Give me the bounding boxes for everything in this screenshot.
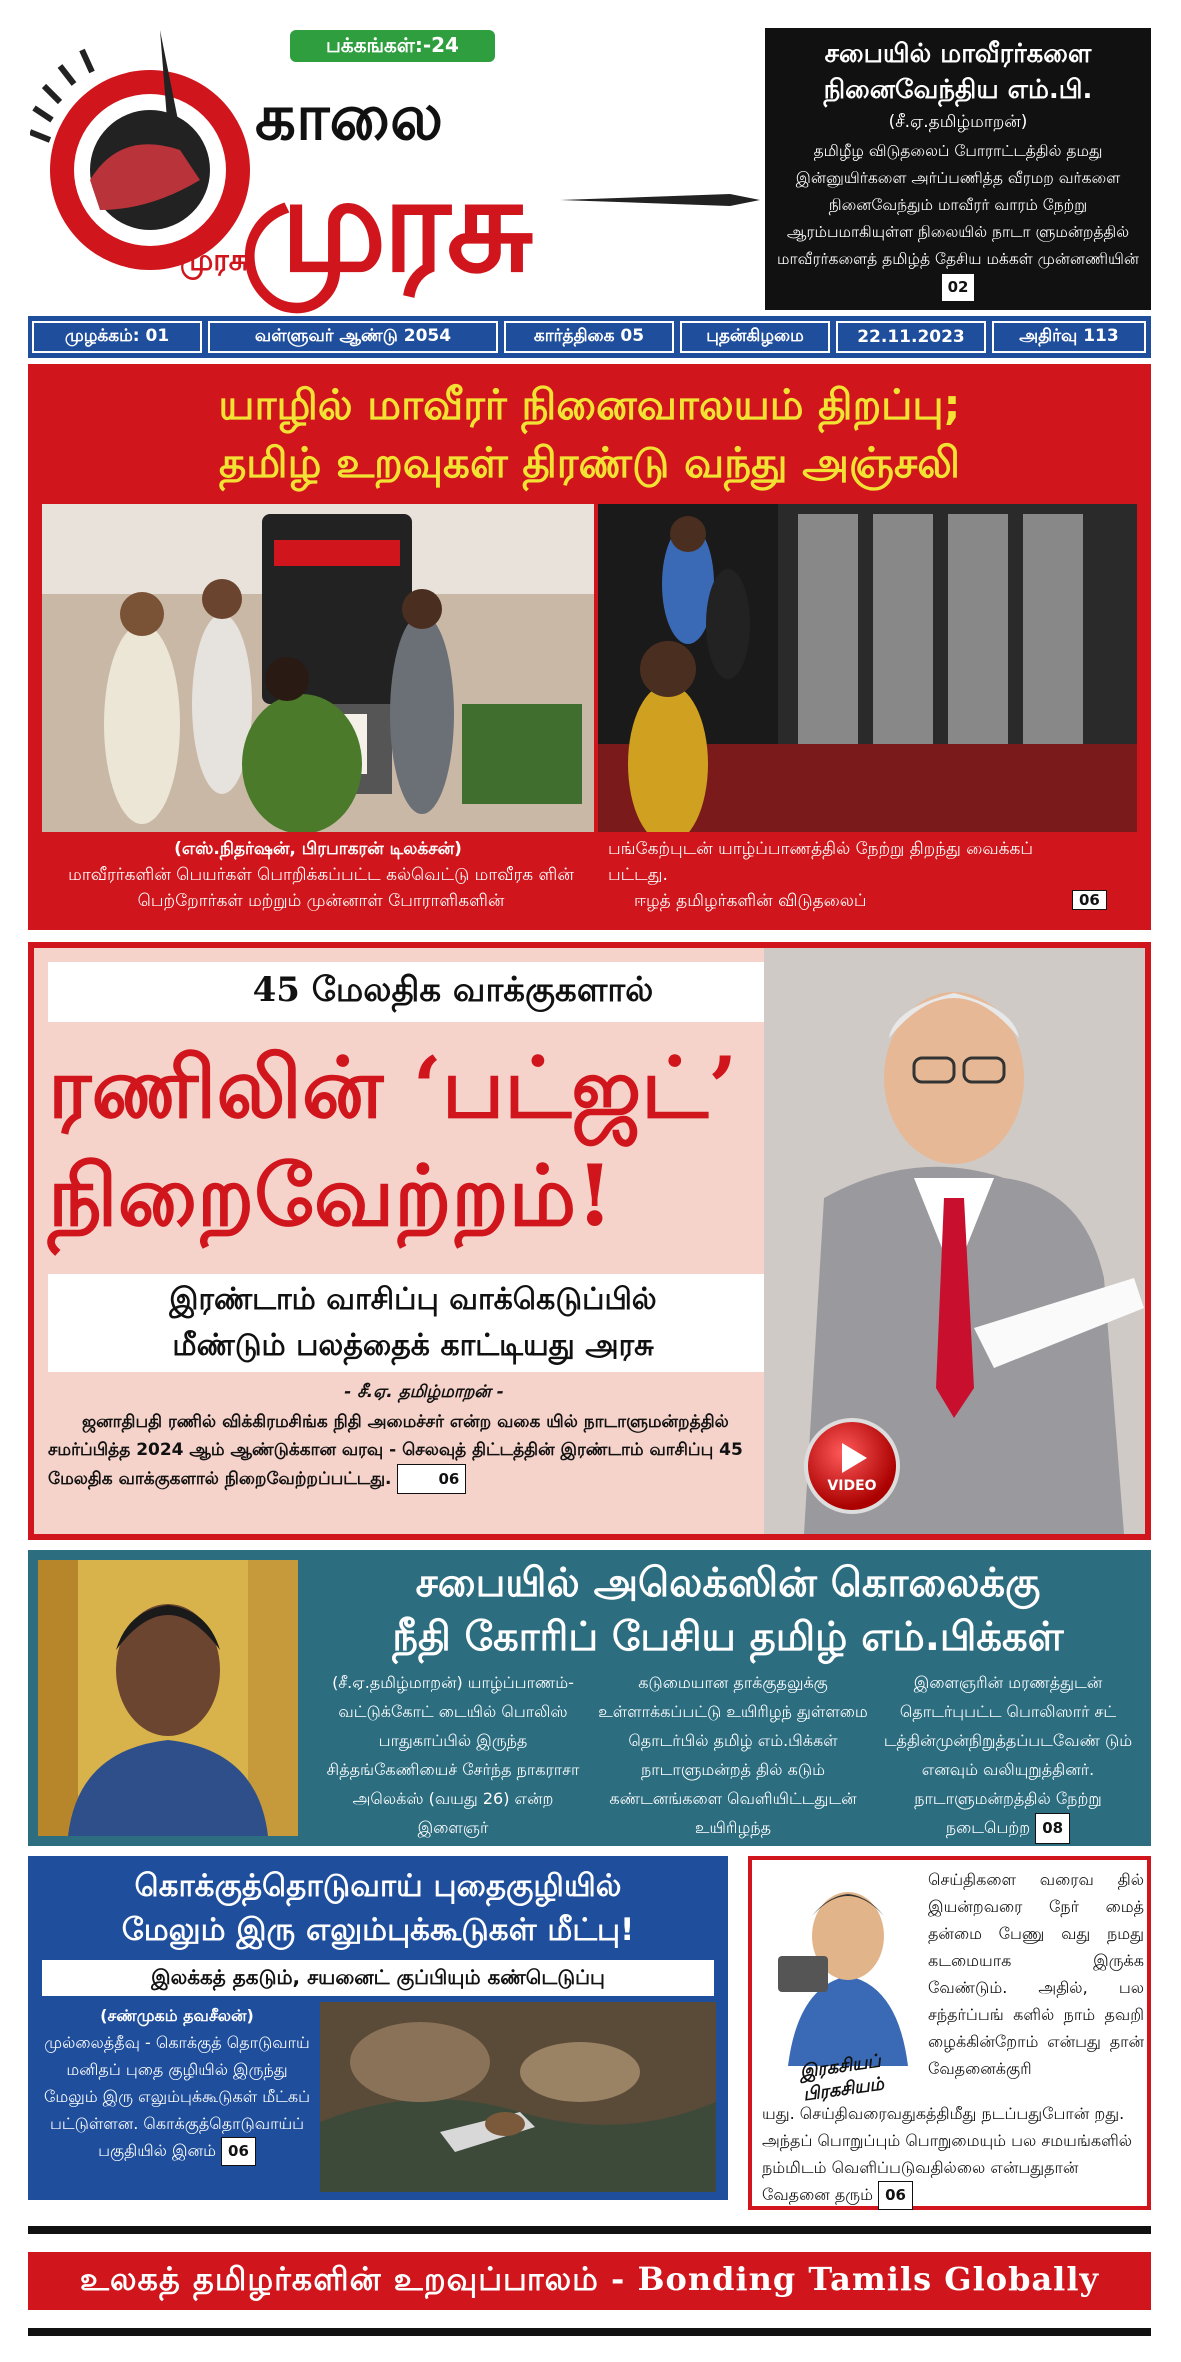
budget-story[interactable]	[28, 942, 1151, 1540]
emblem-label: முரசு	[180, 243, 249, 278]
cartoon-label: இரகசியப் பிரகசியம்	[798, 2050, 886, 2106]
bones-body-text: முல்லைத்தீவு - கொக்குத் தொடுவாய் மனிதப் புதை குழியில் இருந்து மேலும் இரு எலும்புக்கூடுகள் மீட்கப் பட்டுள்ளன. கொக்குத்தொடுவாய்ப் பகுதியில் இனம்	[43, 2033, 311, 2160]
alex-headline	[308, 1556, 1148, 1664]
lead-photo-right	[598, 504, 1137, 834]
bones-headline-line2: மேலும் இரு எலும்புக்கூடுகள் மீட்பு!	[121, 1912, 635, 1948]
date: 22.11.2023	[836, 321, 986, 353]
alex-column-3-text: இளைஞரின் மரணத்துடன் தொடர்புபட்ட பொலிஸார் சட் டத்தின்முன்நிறுத்தப்படவேண் டும் எனவும் வலியுறுத்தினர். நாடாளுமன்றத்தில் நேற்று நடைபெற்ற	[883, 1673, 1133, 1837]
top-news-headline-2: நினைவேந்திய எம்.பி.	[823, 75, 1093, 105]
weekday: புதன்கிழமை	[680, 321, 830, 353]
cartoon-reporter-icon	[758, 1866, 918, 2066]
budget-headline-line1: ரணிலின் ‘பட்ஜட்’	[48, 1038, 738, 1137]
top-news-page-ref[interactable]: 02	[941, 273, 976, 302]
tamil-date: கார்த்திகை 05	[504, 321, 674, 353]
masthead	[0, 0, 1181, 310]
video-label: VIDEO	[827, 1478, 877, 1494]
budget-body-text: ஜனாதிபதி ரணில் விக்கிரமசிங்க நிதி அமைச்சர் என்ற வகை யில் நாடாளுமன்றத்தில் சமர்ப்பித்த 2024 ஆம் ஆண்டுக்கான வரவு - செலவுத் திட்டத்தின் இரண்டாம் வாசிப்பு 45 மேலதிக வாக்குகளால் நிறைவேற்றப்பட்டது.	[48, 1412, 743, 1489]
editorial-text-bottom	[762, 2100, 1144, 2210]
lead-caption-right-line2: பட்டது.	[608, 865, 668, 885]
lead-caption-right-line1: பங்கேற்புடன் யாழ்ப்பாணத்தில் நேற்று திறந்து வைக்கப்	[608, 839, 1034, 859]
editorial-text-bottom-text: யது. செய்திவரைவதுகத்திமீது நடப்பதுபோன் றது. அந்தப் பொறுப்பும் பொறுமையும் பல சமயங்களில் நம்மிடம் வெளிப்படுவதில்லை என்பதுதான் வேதனை தரும்	[762, 2104, 1133, 2204]
alex-column-1: (சீ.ஏ.தமிழ்மாறன்) யாழ்ப்பாணம்-வட்டுக்கோட் டையில் பொலிஸ் பாதுகாப்பில் இருந்த சித்தங்கேணியைச் சேர்ந்த நாகராசா அலெக்ஸ் (வயது 26) என்ற இளைஞர்	[326, 1673, 580, 1837]
lead-headline-line2: தமிழ் உறவுகள் திரண்டு வந்து அஞ்சலி	[218, 438, 961, 487]
bones-page-ref[interactable]: 06	[221, 2137, 256, 2166]
pen-nib-icon	[560, 180, 760, 220]
footer	[28, 2226, 1151, 2336]
bones-photo	[320, 2002, 716, 2192]
alex-photo	[38, 1560, 298, 1836]
editorial-page-ref[interactable]: 06	[878, 2181, 913, 2210]
alex-page-ref[interactable]: 08	[1035, 1813, 1070, 1844]
volume-number: அதிர்வு 113	[992, 321, 1146, 353]
bones-headline-line1: கொக்குத்தொடுவாய் புதைகுழியில்	[134, 1868, 622, 1904]
lead-photo-left	[42, 504, 594, 834]
top-news-body-text: தமிழீழ விடுதலைப் போராட்டத்தில் தமது இன்னுயிர்களை அர்ப்பணித்த வீரமற வர்களை நினைவேந்தும் மாவீரர் வாரம் நேற்று ஆரம்பமாகியுள்ள நிலையில் நாடா ளுமன்றத்தில் மாவீரர்களைத் தமிழ்த் தேசிய மக்கள் முன்னணியின்	[777, 142, 1139, 268]
top-news-headline-1: சபையில் மாவீரர்களை	[824, 39, 1092, 69]
alex-headline-line2: நீதி கோரிப் பேசிய தமிழ் எம்.பிக்கள்	[392, 1614, 1064, 1660]
logo-title-big: முரசு	[240, 147, 529, 302]
budget-subhead-line1: இரண்டாம் வாசிப்பு வாக்கெடுப்பில்	[169, 1282, 657, 1317]
top-news-body	[777, 138, 1139, 302]
bones-subhead: இலக்கத் தகடும், சயனைட் குப்பியும் கண்டெடுப்பு	[42, 1960, 714, 1996]
budget-headline	[48, 1034, 848, 1250]
alex-column-3	[878, 1668, 1138, 1844]
video-button[interactable]	[804, 1418, 900, 1514]
alex-column-2: கடுமையான தாக்குதலுக்கு உள்ளாக்கப்பட்டு உயிரிழந் துள்ளமை தொடர்பில் தமிழ் எம்.பிக்கள் நாடாளுமன்றத் தில் கடும் கண்டனங்களை வெளியிட்டதுடன் உயிரிழந்த	[598, 1673, 868, 1837]
budget-body	[48, 1408, 808, 1494]
lead-story[interactable]	[28, 364, 1151, 930]
editorial-column[interactable]	[748, 1856, 1151, 2210]
bones-byline: (சண்முகம் தவசீலன்)	[100, 2006, 254, 2025]
play-icon	[832, 1438, 872, 1478]
issue-number: முழக்கம்: 01	[32, 321, 202, 353]
lead-caption-left: மாவீரர்களின் பெயர்கள் பொறிக்கப்பட்ட கல்வெட்டு மாவீரக ளின் பெற்றோர்கள் மற்றும் முன்னாள் போராளிகளின்	[68, 865, 574, 911]
budget-banner-top: 45 மேலதிக வாக்குகளால்	[48, 962, 858, 1022]
alex-story[interactable]	[28, 1550, 1151, 1846]
budget-subhead-line2: மீண்டும் பலத்தைக் காட்டியது அரசு	[172, 1328, 654, 1363]
lead-photo-credit: (எஸ்.நிதர்ஷன், பிரபாகரன் டிலக்சன்)	[174, 839, 462, 859]
valluvar-year: வள்ளுவர் ஆண்டு 2054	[208, 321, 498, 353]
logo-title-small: காலை	[255, 80, 444, 155]
pages-badge: பக்கங்கள்:-24	[290, 30, 495, 62]
lead-caption-right	[608, 836, 1128, 914]
lead-page-ref[interactable]: 06	[1072, 890, 1107, 910]
date-bar	[28, 316, 1151, 358]
budget-byline: - சீ.ஏ. தமிழ்மாறன் -	[344, 1382, 504, 1402]
alex-headline-line1: சபையில் அலெக்ஸின் கொலைக்கு	[415, 1560, 1041, 1606]
budget-headline-line2: நிறைவேற்றம்!	[48, 1146, 614, 1245]
lead-caption-right-line3: ஈழத் தமிழர்களின் விடுதலைப்	[634, 891, 867, 911]
lead-headline	[28, 376, 1151, 492]
bones-story[interactable]	[28, 1856, 728, 2200]
lead-caption	[42, 832, 1137, 918]
bones-headline	[38, 1864, 718, 1952]
editorial-text-right: செய்திகளை வரைவ தில் இயன்றவரை நேர் மைத் தன்மை பேணு வது நமது கடமையாக இருக்க வேண்டும். அதில், பல சந்தர்ப்பங் களில் நாம் தவறி ழைக்கின்றோம் என்பது தான் வேதனைக்குரி	[928, 1870, 1144, 2078]
top-news-box[interactable]	[765, 28, 1151, 310]
budget-page-ref[interactable]: 06	[397, 1464, 466, 1494]
bones-body	[42, 2002, 312, 2166]
footer-tagline: உலகத் தமிழர்களின் உறவுப்பாலம் - Bonding Tamils Globally	[28, 2252, 1151, 2310]
lead-headline-line1: யாழில் மாவீரர் நினைவாலயம் திறப்பு;	[218, 380, 961, 429]
top-news-byline: (சீ.ஏ.தமிழ்மாறன்)	[888, 112, 1028, 132]
budget-subhead	[48, 1274, 778, 1372]
